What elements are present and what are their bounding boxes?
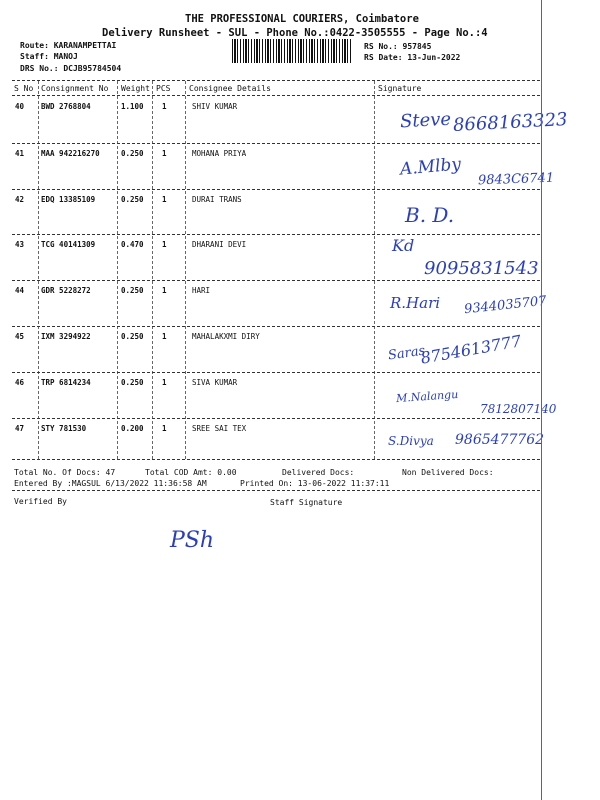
- row-consignee: DHARANI DEVI: [192, 240, 247, 249]
- staff-signature-label: Staff Signature: [270, 498, 343, 507]
- signature-scribble: A.Mlby: [399, 154, 462, 180]
- verified-by: Verified By: [14, 497, 67, 506]
- rs-date: RS Date: 13-Jun-2022: [364, 53, 461, 62]
- row-sno: 42: [15, 195, 25, 204]
- signature-scribble: Steve: [399, 108, 452, 133]
- table-bottom-rule: [12, 459, 540, 460]
- col-divider: [38, 81, 39, 459]
- signature-phone: 9095831543: [424, 258, 539, 279]
- row-weight: 0.250: [121, 378, 144, 387]
- row-sno: 41: [15, 149, 25, 158]
- verifier-signature: PSh: [170, 528, 215, 553]
- company-name: THE PROFESSIONAL COURIERS, Coimbatore: [185, 13, 419, 25]
- row-consignee: SIVA KUMAR: [192, 378, 238, 387]
- row-weight: 0.200: [121, 424, 144, 433]
- row-pcs: 1: [162, 240, 167, 249]
- row-rule: [12, 189, 540, 190]
- row-consignment: EDQ 13385109: [41, 195, 96, 204]
- route-label: Route: KARANAMPETTAI: [20, 41, 117, 50]
- col-divider: [374, 81, 375, 459]
- table-top-rule: [12, 80, 540, 81]
- total-docs: Total No. Of Docs: 47: [14, 468, 116, 477]
- col-weight: Weight: [121, 84, 150, 93]
- row-consignee: SHIV KUMAR: [192, 102, 238, 111]
- signature-phone: 8668163323: [452, 109, 569, 136]
- row-rule: [12, 234, 540, 235]
- staff-label: Staff: MANOJ: [20, 52, 78, 61]
- row-weight: 0.250: [121, 286, 144, 295]
- row-consignment: TRP 6814234: [41, 378, 91, 387]
- signature-scribble: M.Nalangu: [395, 387, 459, 406]
- row-consignee: MOHANA PRIYA: [192, 149, 247, 158]
- signature-phone: 9843C6741: [477, 170, 555, 189]
- col-pcs: PCS: [156, 84, 171, 93]
- row-pcs: 1: [162, 378, 167, 387]
- table-header-rule: [12, 95, 540, 96]
- printed-on: Printed On: 13-06-2022 11:37:11: [240, 479, 390, 488]
- barcode: [232, 39, 352, 63]
- entered-by: Entered By :MAGSUL 6/13/2022 11:36:58 AM: [14, 479, 207, 488]
- signature-scribble: B. D.: [405, 203, 455, 227]
- row-weight: 0.470: [121, 240, 144, 249]
- rs-number: RS No.: 957845: [364, 42, 432, 51]
- row-consignee: SREE SAI TEX: [192, 424, 247, 433]
- row-consignment: STY 781530: [41, 424, 87, 433]
- row-sno: 45: [15, 332, 25, 341]
- row-sno: 47: [15, 424, 25, 433]
- row-consignee: MAHALAKXMI DIRY: [192, 332, 260, 341]
- signature-phone: 9344035707: [463, 293, 548, 318]
- row-rule: [12, 326, 540, 327]
- col-signature: Signature: [378, 84, 422, 93]
- row-consignment: IXM 3294922: [41, 332, 91, 341]
- delivered-docs: Delivered Docs:: [282, 468, 355, 477]
- row-rule: [12, 280, 540, 281]
- col-divider: [185, 81, 186, 459]
- row-consignee: HARI: [192, 286, 211, 295]
- row-weight: 1.100: [121, 102, 144, 111]
- row-consignee: DURAI TRANS: [192, 195, 242, 204]
- row-pcs: 1: [162, 149, 167, 158]
- page-edge-line: [541, 0, 542, 800]
- row-sno: 40: [15, 102, 25, 111]
- total-cod: Total COD Amt: 0.00: [145, 468, 237, 477]
- row-weight: 0.250: [121, 149, 144, 158]
- signature-scribble: Kd: [392, 236, 415, 255]
- signature-phone: 8754613777: [419, 331, 523, 368]
- drs-number: DRS No.: DCJB95784504: [20, 64, 122, 73]
- row-sno: 44: [15, 286, 25, 295]
- row-consignment: BWD 2768804: [41, 102, 91, 111]
- row-pcs: 1: [162, 332, 167, 341]
- row-consignment: GDR 5228272: [41, 286, 91, 295]
- col-consignee: Consignee Details: [189, 84, 271, 93]
- col-consignment: Consignment No: [41, 84, 109, 93]
- col-divider: [117, 81, 118, 459]
- col-divider: [152, 81, 153, 459]
- row-consignment: TCG 40141309: [41, 240, 96, 249]
- non-delivered-docs: Non Delivered Docs:: [402, 468, 494, 477]
- signature-scribble: R.Hari: [390, 294, 441, 312]
- row-pcs: 1: [162, 286, 167, 295]
- signature-phone: 9865477762: [455, 432, 545, 448]
- signature-scribble: S.Divya: [388, 434, 434, 448]
- row-pcs: 1: [162, 195, 167, 204]
- col-sno: S No: [14, 84, 34, 93]
- row-rule: [12, 143, 540, 144]
- row-consignment: MAA 942216270: [41, 149, 100, 158]
- row-weight: 0.250: [121, 195, 144, 204]
- signature-scribble: Saras: [387, 343, 427, 364]
- row-rule: [12, 372, 540, 373]
- row-sno: 43: [15, 240, 25, 249]
- signature-phone: 7812807140: [480, 402, 557, 416]
- footer-rule: [12, 490, 540, 491]
- row-rule: [12, 418, 540, 419]
- runsheet-title: Delivery Runsheet - SUL - Phone No.:0422-3505555 - Page No.:4: [102, 27, 488, 39]
- row-sno: 46: [15, 378, 25, 387]
- row-weight: 0.250: [121, 332, 144, 341]
- row-pcs: 1: [162, 424, 167, 433]
- row-pcs: 1: [162, 102, 167, 111]
